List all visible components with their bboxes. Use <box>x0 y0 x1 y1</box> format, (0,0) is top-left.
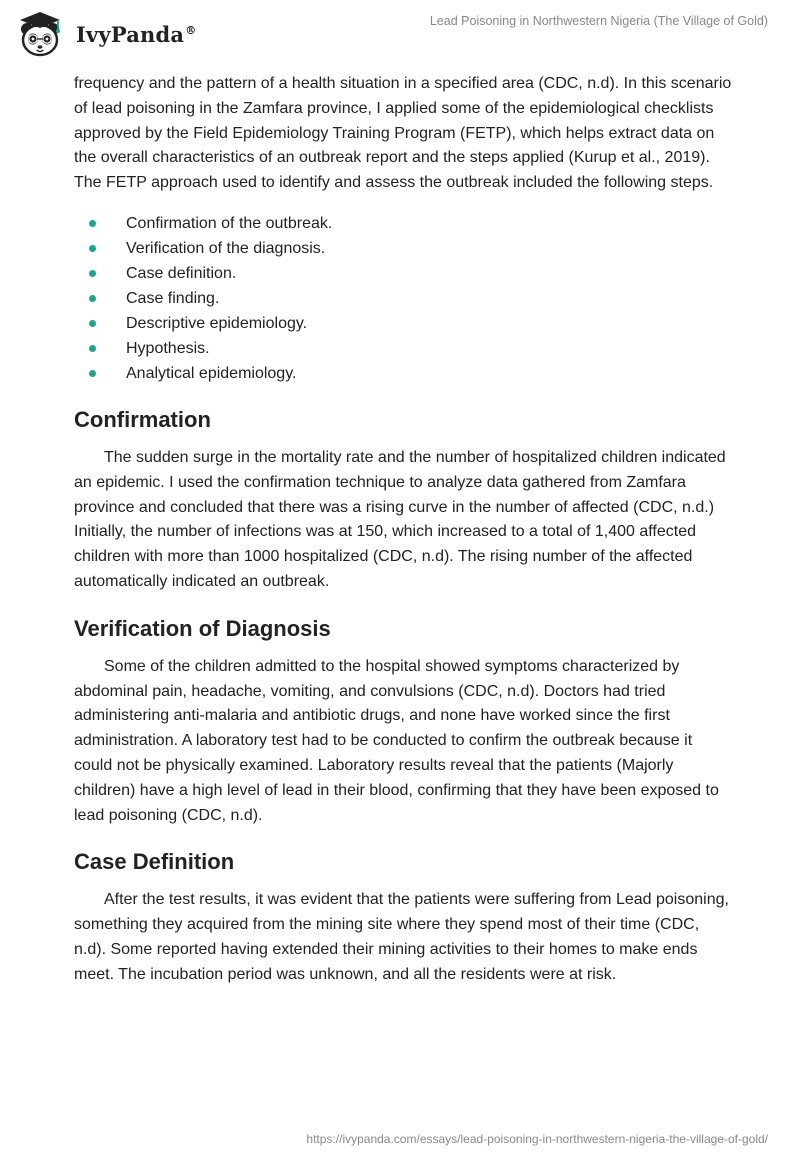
brand-name <box>76 22 196 47</box>
list-item-text: Descriptive epidemiology. <box>126 314 308 332</box>
intro-paragraph: frequency and the pattern of a health situation in a specified area (CDC, n.d). In this scenario of lead poisoning in the Zamfara province, I applied some of the epidemiological checklists approved by the Field Epidemiology Training Program (FETP), which helps extract data on the overall characteristics of an outbreak report and the steps applied (Kurup et al., 2019). The FETP approach used to identify and assess the outbreak included the following steps. <box>74 75 732 192</box>
bullet-icon <box>89 345 96 352</box>
list-item-text: Hypothesis. <box>126 339 210 357</box>
bullet-icon <box>89 245 96 252</box>
list-item <box>74 261 734 286</box>
list-item-text: Confirmation of the outbreak. <box>126 214 333 232</box>
fetp-steps-list <box>74 211 734 386</box>
bullet-icon <box>89 320 96 327</box>
ivypanda-logo[interactable] <box>14 8 204 60</box>
page-header <box>0 0 800 70</box>
panda-graduate-icon <box>14 8 70 60</box>
bullet-icon <box>89 270 96 277</box>
source-url-link[interactable]: https://ivypanda.com/essays/lead-poisoning-in-northwestern-nigeria-the-village-of-gold/ <box>306 1132 768 1146</box>
brand-name-text: IvyPanda <box>76 21 185 47</box>
list-item-text: Case finding. <box>126 289 220 307</box>
bullet-icon <box>89 370 96 377</box>
list-item-text: Analytical epidemiology. <box>126 364 297 382</box>
list-item <box>74 211 734 236</box>
section-body-case-definition: After the test results, it was evident that the patients were suffering from Lead poisoning, something they acquired from the mining site where they spend most of their time (CDC, n.d). Some reported having extended their mining activities to their homes to make ends meet. The incubation period was unknown, and all the residents were at risk. <box>74 891 729 983</box>
section-body-confirmation: The sudden surge in the mortality rate and the number of hospitalized children indicated an epidemic. I used the confirmation technique to analyze data gathered from Zamfara province and concluded that there was a rising curve in the number of affected (CDC, n.d.) Initially, the number of infections was at 150, which increased to a total of 1,400 affected children with more than 1000 hospitalized (CDC, n.d). The rising number of the affected automatically indicated an outbreak. <box>74 448 726 590</box>
list-item-text: Verification of the diagnosis. <box>126 239 326 257</box>
bullet-icon <box>89 220 96 227</box>
list-item <box>74 311 734 336</box>
list-item-text: Case definition. <box>126 264 237 282</box>
trademark-symbol: ® <box>185 23 197 37</box>
section-body-verification: Some of the children admitted to the hospital showed symptoms characterized by abdominal pain, headache, vomiting, and convulsions (CDC, n.d). Doctors had tried administering anti-malaria and antibiotic drugs, and none have worked since the first administration. A laboratory test had to be conducted to confirm the outbreak because it could not be physically examined. Laboratory results reveal that the patients (Majorly children) have a high level of lead in their blood, confirming that they have been exposed to lead poisoning (CDC, n.d). <box>74 657 719 824</box>
section-heading-case-definition: Case Definition <box>74 849 235 875</box>
list-item <box>74 236 734 261</box>
bullet-icon <box>89 295 96 302</box>
list-item <box>74 336 734 361</box>
list-item <box>74 361 734 386</box>
essay-content <box>74 72 734 988</box>
section-heading-confirmation: Confirmation <box>74 406 211 432</box>
document-title: Lead Poisoning in Northwestern Nigeria (The Village of Gold) <box>429 14 768 28</box>
list-item <box>74 286 734 311</box>
section-heading-verification: Verification of Diagnosis <box>74 615 331 641</box>
